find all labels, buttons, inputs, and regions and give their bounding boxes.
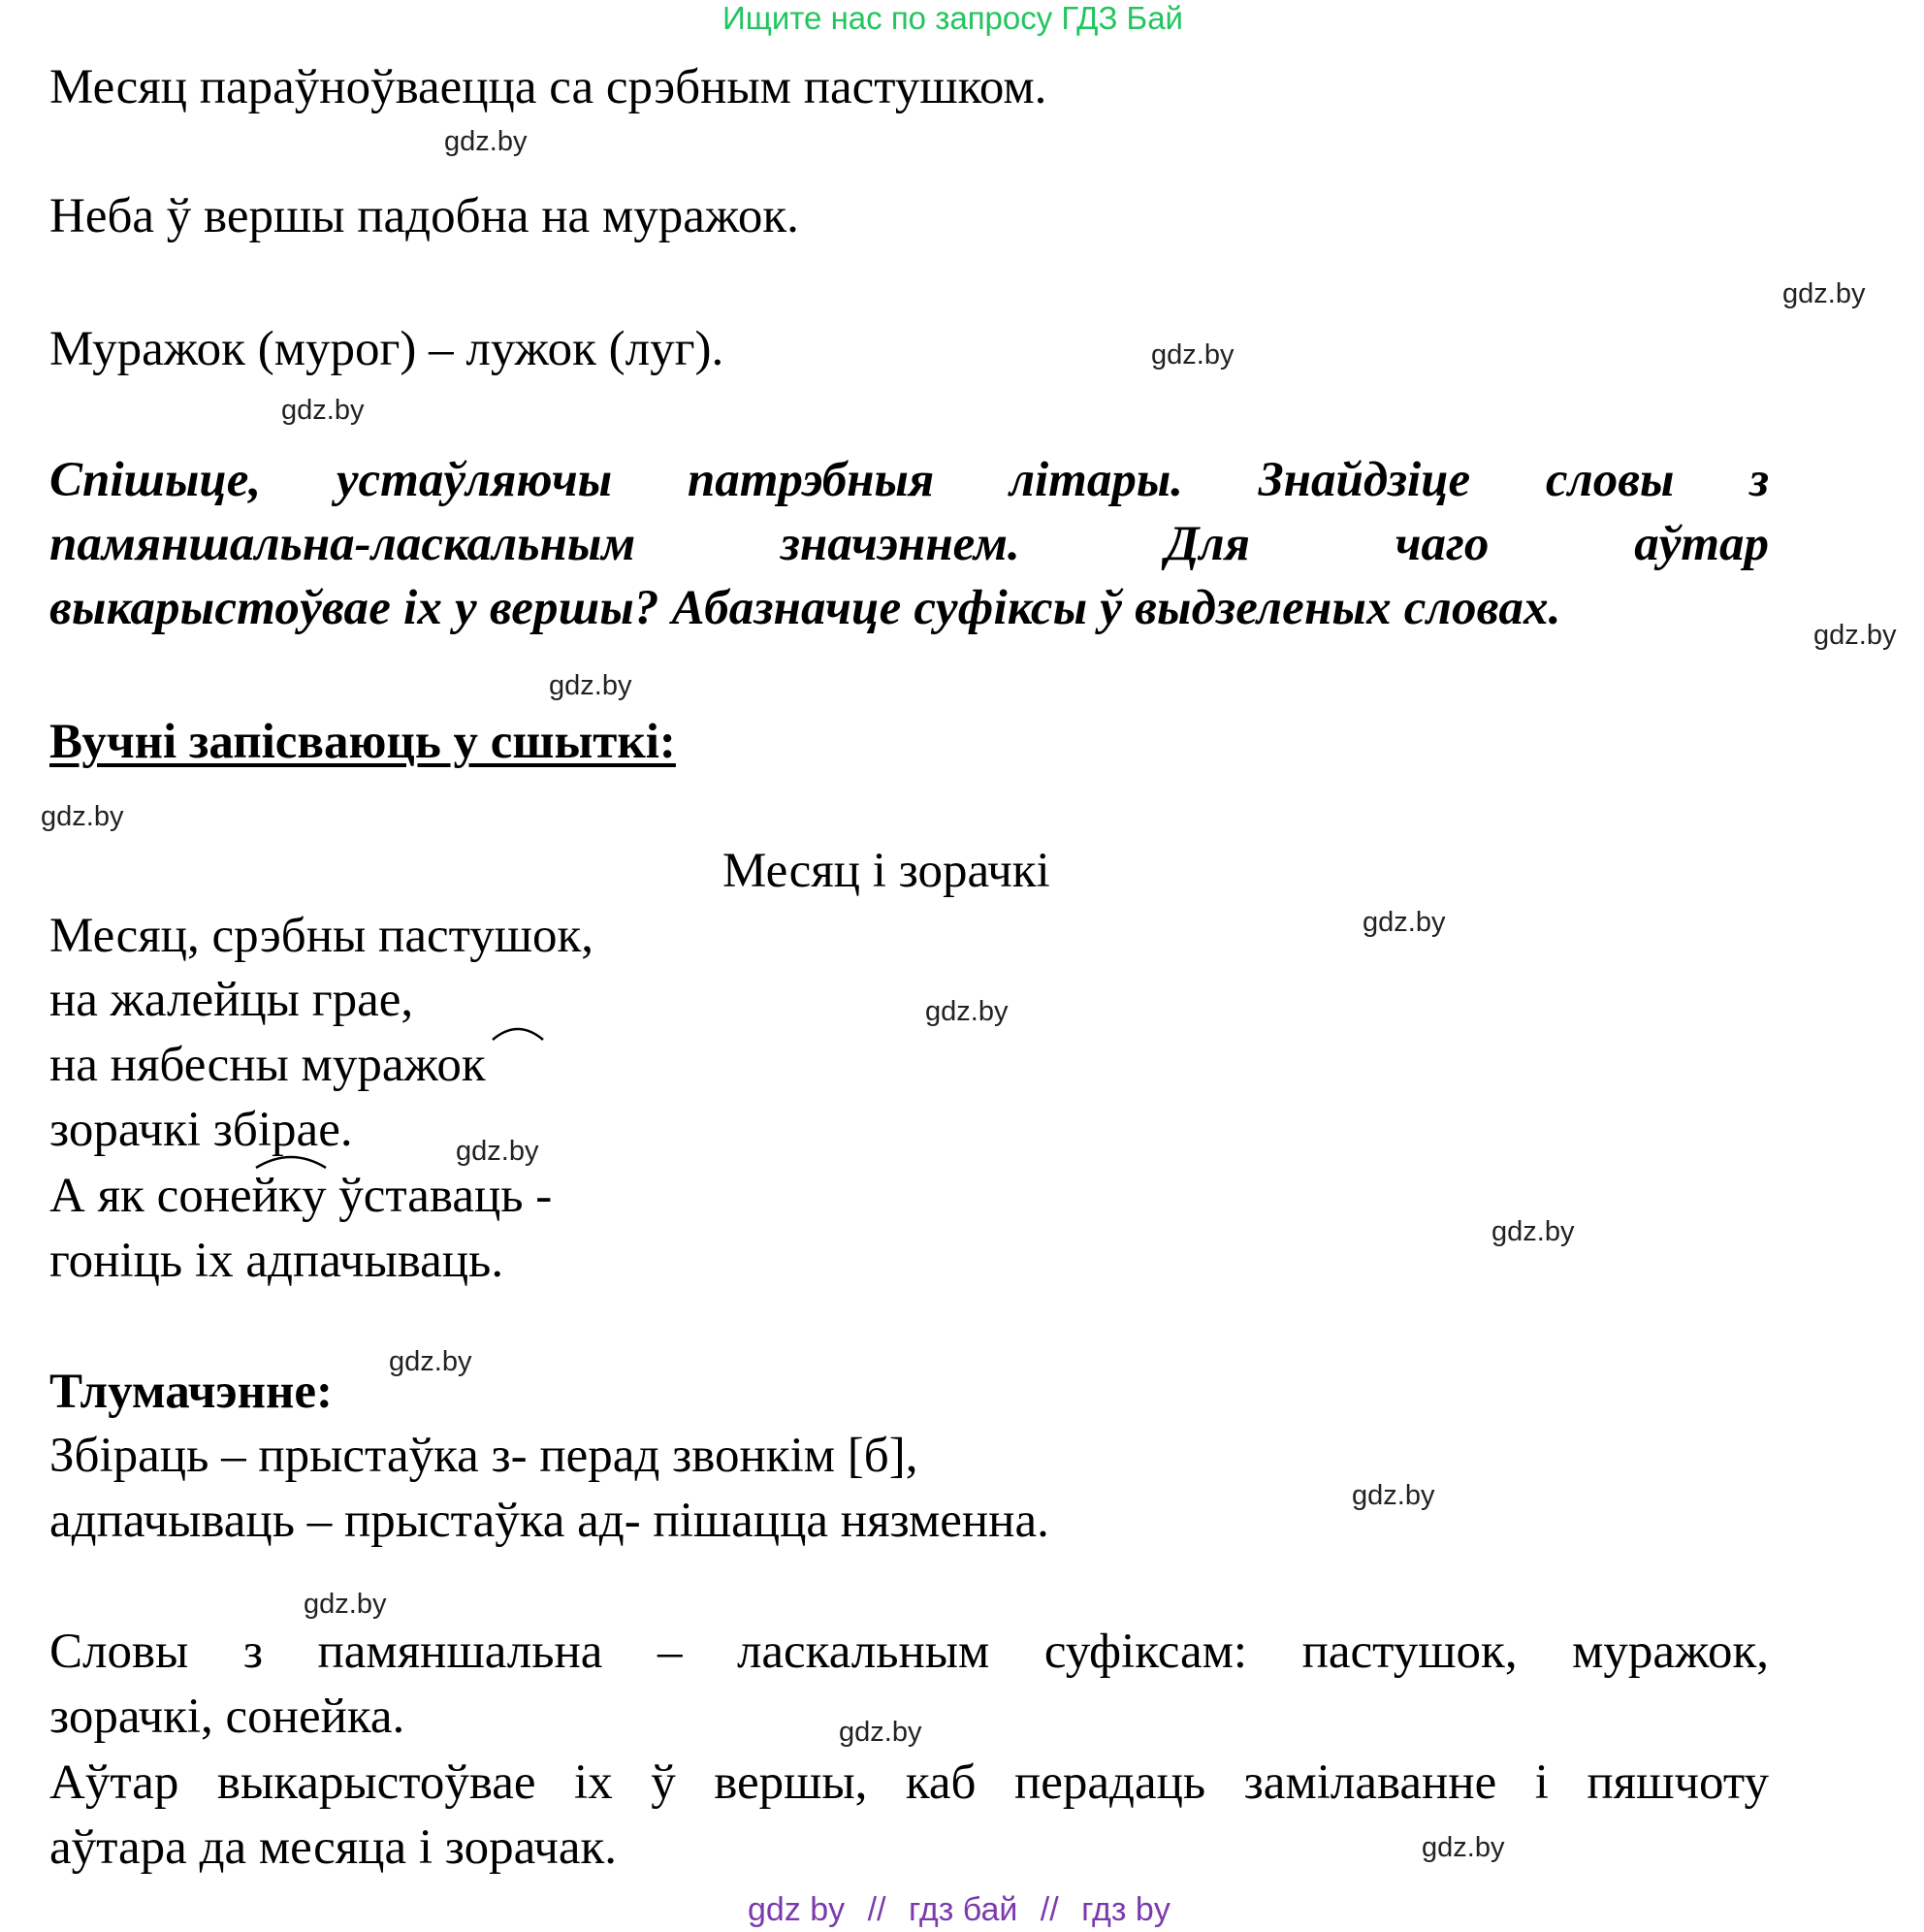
poem-line-1: Месяц, срэбны пастушок, [49,909,593,963]
suffix-arc-mark [491,1020,545,1042]
students-heading: Вучні запісваюць у сшыткі: [49,715,676,769]
poem-line-6: гоніць іх адпачываць. [49,1234,504,1288]
conclusion-line-4: аўтара да месяца і зорачак. [49,1820,618,1875]
watermark: gdz.by [1363,907,1446,938]
watermark: gdz.by [1422,1832,1505,1863]
task-line-2: памяншальна-ласкальным значэннем. Для чаго аўтар [49,517,1769,571]
footer-link-gdz-bai[interactable]: гдз бай [909,1891,1018,1928]
watermark: gdz.by [839,1717,922,1748]
watermark: gdz.by [1151,339,1235,370]
watermark: gdz.by [549,670,632,701]
footer-separator: // [867,1891,886,1928]
top-banner: Ищите нас по запросу ГДЗ Бай [722,0,1183,36]
explanation-line-1: Збіраць – прыстаўка з- перад звонкім [б], [49,1429,918,1483]
footer-links [748,1893,1170,1926]
poem-line-4: зорачкі збірае. [49,1103,353,1157]
task-line-3: выкарыстоўвае іх у вершы? Абазначце суфіксы ў выдзеленых словах. [49,581,1561,635]
poem-line-5: А як сонейку ўставаць - [49,1169,553,1223]
explanation-heading: Тлумачэнне: [49,1365,333,1419]
watermark: gdz.by [281,395,365,426]
conclusion-line-2: зорачкі, сонейка. [49,1690,405,1744]
watermark: gdz.by [1813,620,1897,651]
watermark: gdz.by [444,126,528,157]
watermark: gdz.by [1352,1480,1435,1511]
footer-separator: // [1040,1891,1059,1928]
footer-link-gdz-by[interactable]: gdz by [748,1891,846,1928]
conclusion-line-3: Аўтар выкарыстоўвае іх ў вершы, каб перадаць замілаванне і пяшчоту [49,1755,1769,1810]
poem-title: Месяц і зорачкі [722,844,1050,898]
root-arc-mark [254,1148,328,1170]
task-line-1: Спішыце, устаўляючы патрэбныя літары. Знайдзіце словы з [49,453,1769,507]
watermark: gdz.by [1782,278,1866,309]
watermark: gdz.by [389,1346,472,1377]
watermark: gdz.by [925,996,1009,1027]
poem-line-2: на жалейцы грае, [49,973,414,1027]
conclusion-line-1: Словы з памяншальна – ласкальным суфіксам: пастушок, муражок, [49,1625,1769,1679]
footer-link-gdz-by-cyr[interactable]: гдз by [1081,1891,1170,1928]
watermark: gdz.by [304,1589,387,1620]
watermark: gdz.by [1491,1216,1575,1247]
text-line-moon: Месяц параўноўваецца са срэбным пастушком. [49,60,1047,114]
poem-line-3: на нябесны муражок [49,1038,486,1092]
text-line-murazhok: Муражок (мурог) – лужок (луг). [49,322,724,376]
explanation-line-2: адпачываць – прыстаўка ад- пішацца нязменна. [49,1494,1049,1548]
text-line-sky: Неба ў вершы падобна на муражок. [49,189,799,243]
watermark: gdz.by [456,1136,539,1167]
watermark: gdz.by [41,801,124,832]
